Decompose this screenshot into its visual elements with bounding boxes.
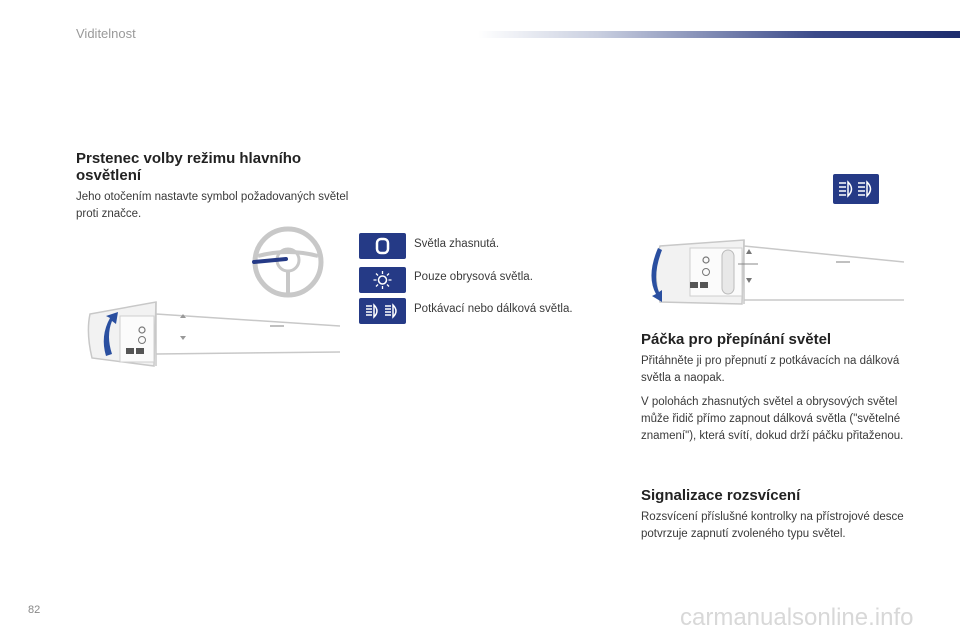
main-section-text: Jeho otočením nastavte symbol požadovaných světel proti značce.	[76, 191, 349, 220]
header-gradient-bar	[478, 31, 960, 38]
legend-label-headlights: Potkávací nebo dálková světla.	[414, 303, 573, 315]
lighting-stalk-pull-illustration	[642, 236, 904, 314]
legend-label-off: Světla zhasnutá.	[414, 238, 500, 250]
watermark: carmanualsonline.info	[680, 604, 914, 631]
chapter-title: Viditelnost	[76, 26, 136, 41]
lights-off-icon	[359, 233, 406, 259]
signal-section-text: Rozsvícení příslušné kontrolky na přístrojové desce potvrzuje zapnutí zvoleného typu světel.	[641, 511, 904, 540]
stalk-section-text-1: Přitáhněte ji pro přepnutí z potkávacích na dálková světla a naopak.	[641, 355, 900, 384]
page-number: 82	[28, 604, 41, 616]
steering-wheel-illustration	[248, 222, 328, 302]
lighting-stalk-ring-illustration	[84, 296, 340, 370]
sidelights-icon	[359, 267, 406, 293]
signal-section-title: Signalizace rozsvícení	[641, 487, 801, 504]
legend-label-sidelights: Pouze obrysová světla.	[414, 271, 533, 283]
stalk-section-text-2: V polohách zhasnutých světel a obrysových světel může řidič přímo zapnout dálková světla ("světelné znamení"), která svítí, dokud drží páčku přitaženou.	[641, 396, 904, 442]
main-section-title: Prstenec volby režimu hlavního osvětlení	[76, 150, 302, 184]
headlights-symbol-icon	[833, 174, 879, 204]
headlights-icon	[359, 298, 406, 324]
stalk-section-title: Páčka pro přepínání světel	[641, 331, 832, 348]
